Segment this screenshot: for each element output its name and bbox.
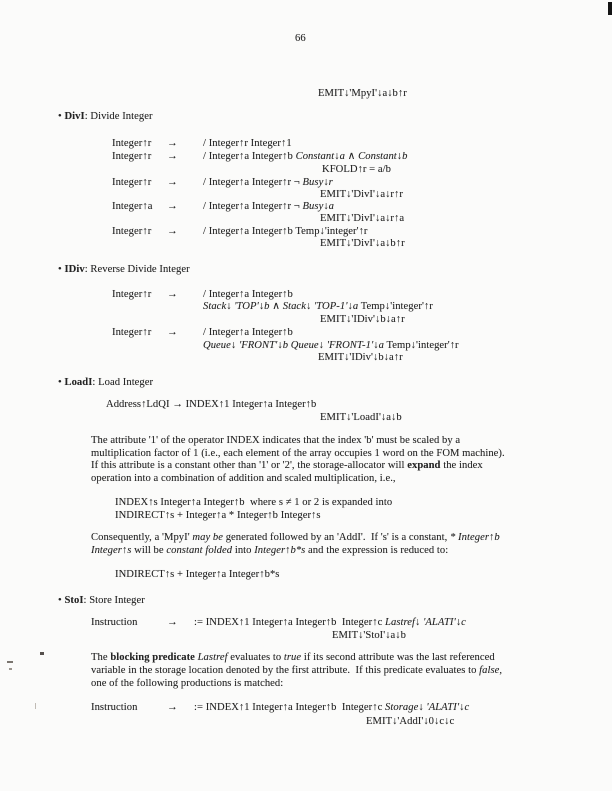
text-run: generated followed by an 'AddI'. If 's' is a constant,: [223, 532, 451, 543]
text-run: Integer↑r: [112, 138, 152, 149]
section-heading-loadi: [0, 377, 612, 390]
text-run: Lastref↓ 'ALATI'↓c: [385, 617, 466, 628]
text-run: : Reverse Divide Integer: [84, 264, 190, 275]
paragraph-line: [0, 532, 612, 545]
text-segment: [91, 702, 137, 714]
text-segment: [203, 301, 433, 313]
text-segment: [203, 340, 459, 352]
text-run: Instruction: [91, 702, 138, 713]
paragraph-line: [0, 435, 612, 448]
text-run: := INDEX↑1 Integer↑a Integer↑b Integer↑c: [194, 702, 386, 713]
text-segment: [115, 510, 321, 522]
text-run: LoadI: [64, 377, 93, 388]
text-run: : Store Integer: [83, 595, 145, 606]
text-run: Stack↓ 'TOP'↓b: [203, 301, 270, 312]
text-run: →: [167, 289, 178, 300]
page-number: [0, 33, 612, 46]
text-segment: [91, 448, 505, 460]
text-run: and the expression is reduced to:: [305, 545, 449, 556]
text-segment: [167, 177, 178, 189]
text-segment: [91, 473, 396, 485]
text-run: Consequently, a 'MpyI': [91, 532, 193, 543]
text-run: Constant↓a: [295, 151, 345, 162]
text-run: may be: [192, 532, 223, 543]
expansion-line: [0, 569, 612, 582]
text-segment: [203, 226, 368, 238]
text-run: •: [58, 111, 65, 122]
text-run: →: [167, 617, 178, 628]
text-segment: [58, 377, 153, 389]
text-run: the index: [440, 460, 483, 471]
text-run: INDIRECT↑s + Integer↑a * Integer↑b Integer↑s: [115, 510, 321, 521]
text-run: operation into a combination of addition and scaled multiplication, i.e.,: [91, 473, 396, 484]
text-segment: [91, 652, 495, 664]
expansion-line: [0, 497, 612, 510]
text-segment: [91, 435, 460, 447]
text-run: EMIT↓'IDiv'↓b↓a↑r: [318, 352, 403, 363]
text-segment: [91, 532, 500, 544]
section-heading-idiv: [0, 264, 612, 277]
text-run: Constant↓b: [358, 151, 408, 162]
text-run: EMIT↓'DivI'↓a↓b↑r: [320, 238, 405, 249]
text-run: IDiv: [64, 264, 85, 275]
text-run: : Load Integer: [92, 377, 154, 388]
text-run: The attribute '1' of the operator INDEX indicates that the index 'b' must be scaled by a: [91, 435, 461, 446]
emit-statement-divi: [0, 213, 612, 226]
production-rule: [0, 617, 612, 630]
text-run: false: [479, 665, 500, 676]
text-run: will be: [131, 545, 167, 556]
text-run: EMIT↓'StoI'↓a↓b: [332, 630, 407, 641]
text-segment: [58, 111, 153, 123]
text-run: Temp↓'integer'↑r: [384, 340, 459, 351]
text-segment: [167, 289, 178, 301]
text-segment: [322, 164, 391, 176]
text-segment: [320, 213, 404, 225]
text-run: Storage↓ 'ALATI'↓c: [385, 702, 470, 713]
text-run: KFOLD↑r = a/b: [322, 164, 392, 175]
text-segment: [91, 545, 448, 557]
text-segment: [167, 617, 178, 629]
production-rule: [0, 138, 612, 151]
text-run: Address↑LdQI → INDEX↑1 Integer↑a Integer↑b: [106, 399, 317, 410]
text-segment: [167, 151, 178, 163]
text-run: / Integer↑r Integer↑1: [203, 138, 292, 149]
text-segment: [194, 617, 466, 629]
text-run: multiplication factor of 1 (i.e., each element of the array occupies 1 word on the FOM machine).: [91, 448, 505, 459]
text-segment: [194, 702, 469, 714]
text-run: Integer↑r: [112, 177, 152, 188]
text-run: blocking predicate: [110, 652, 195, 663]
text-run: EMIT↓'LoadI'↓a↓b: [320, 412, 402, 423]
text-run: The: [91, 652, 111, 663]
text-segment: [203, 151, 408, 163]
text-run: →: [167, 327, 178, 338]
text-segment: [58, 595, 145, 607]
paragraph-line: [0, 652, 612, 665]
text-segment: [167, 138, 178, 150]
text-segment: [318, 88, 407, 100]
text-run: expand: [407, 460, 441, 471]
text-run: Temp↓'integer'↑r: [358, 301, 433, 312]
text-segment: [167, 226, 178, 238]
section-heading-divi: [0, 111, 612, 124]
production-rule: [0, 327, 612, 340]
text-segment: [167, 201, 178, 213]
text-segment: [167, 702, 178, 714]
emit-statement-mpyi: [0, 88, 612, 101]
text-segment: [91, 665, 502, 677]
text-run: →: [167, 201, 178, 212]
paragraph-line: [0, 545, 612, 558]
text-run: ∧: [269, 301, 283, 312]
text-run: / Integer↑a Integer↑b: [203, 289, 293, 300]
text-run: ,: [499, 665, 503, 676]
text-segment: [112, 138, 151, 150]
text-run: Integer↑r: [112, 289, 152, 300]
text-segment: [112, 226, 151, 238]
text-run: Integer↑r: [112, 151, 152, 162]
emit-statement-idiv: [0, 352, 612, 365]
paragraph-line: [0, 665, 612, 678]
text-segment: [91, 460, 483, 472]
emit-statement-addi: [0, 716, 612, 729]
text-segment: [320, 189, 403, 201]
text-run: := INDEX↑1 Integer↑a Integer↑b Integer↑c: [194, 617, 386, 628]
text-run: Queue↓ 'FRONT-1'↓a: [290, 340, 384, 351]
text-segment: [203, 138, 292, 150]
scan-artifact-corner-mark: [608, 2, 612, 15]
text-run: / Integer↑a Integer↑b: [203, 151, 296, 162]
text-run: INDEX↑s Integer↑a Integer↑b where s ≠ 1 or 2 is expanded into: [115, 497, 393, 508]
text-run: / Integer↑a Integer↑r ¬: [203, 177, 303, 188]
production-action-kfold: [0, 164, 612, 177]
text-run: if its second attribute was the last referenced: [301, 652, 495, 663]
text-segment: [112, 327, 151, 339]
text-run: →: [167, 702, 178, 713]
text-run: EMIT↓'DivI'↓a↓r↑r: [320, 189, 403, 200]
text-run: Busy↓r: [302, 177, 333, 188]
section-heading-stoi: [0, 595, 612, 608]
text-run: Stack↓ 'TOP-1'↓a: [282, 301, 359, 312]
text-segment: [366, 716, 454, 728]
text-run: Lastref: [197, 652, 228, 663]
text-segment: [320, 314, 405, 326]
text-run: : Divide Integer: [84, 111, 153, 122]
emit-statement-idiv: [0, 314, 612, 327]
text-run: ∧: [344, 151, 359, 162]
text-run: Integer↑b*s: [254, 545, 306, 556]
text-run: variable in the storage location denoted by the first attribute. If this predicate evaluates to: [91, 665, 480, 676]
text-run: If this attribute is a constant other than '1' or '2', the storage-allocator will: [91, 460, 408, 471]
text-run: / Integer↑a Integer↑b: [203, 327, 293, 338]
text-run: / Integer↑a Integer↑r ¬: [203, 201, 303, 212]
text-run: evaluates to: [227, 652, 284, 663]
text-run: →: [167, 138, 178, 149]
text-run: constant folded: [166, 545, 233, 556]
text-segment: [112, 177, 151, 189]
text-segment: [318, 352, 403, 364]
paragraph-line: [0, 678, 612, 691]
text-run: Busy↓a: [302, 201, 335, 212]
text-segment: [106, 399, 316, 411]
text-run: StoI: [64, 595, 84, 606]
text-segment: [167, 327, 178, 339]
production-condition: [0, 301, 612, 314]
text-run: Queue↓ 'FRONT'↓b: [203, 340, 289, 351]
text-run: →: [167, 151, 178, 162]
text-run: •: [58, 264, 65, 275]
production-rule: [0, 702, 612, 715]
text-segment: [203, 177, 333, 189]
text-segment: [112, 289, 151, 301]
text-run: •: [58, 377, 65, 388]
text-run: INDIRECT↑s + Integer↑a Integer↑b*s: [115, 569, 280, 580]
emit-statement-loadi: [0, 412, 612, 425]
text-run: into: [232, 545, 255, 556]
emit-statement-stoi: [0, 630, 612, 643]
text-run: Integer↑r: [112, 226, 152, 237]
paragraph-line: [0, 460, 612, 473]
text-run: EMIT↓'AddI'↓0↓c↓c: [366, 716, 455, 727]
text-run: Instruction: [91, 617, 138, 628]
text-segment: [112, 151, 151, 163]
text-segment: [332, 630, 406, 642]
text-segment: [203, 327, 293, 339]
text-segment: [91, 678, 283, 690]
text-run: / Integer↑a Integer↑b Temp↓'integer'↑r: [203, 226, 368, 237]
text-run: Integer↑r: [112, 327, 152, 338]
text-run: one of the following productions is matched:: [91, 678, 284, 689]
text-run: EMIT↓'IDiv'↓b↓a↑r: [320, 314, 405, 325]
text-run: EMIT↓'MpyI'↓a↓b↑r: [318, 88, 407, 99]
text-run: 66: [295, 33, 306, 44]
text-run: •: [58, 595, 65, 606]
paragraph-line: [0, 473, 612, 486]
text-segment: [320, 238, 405, 250]
text-segment: [320, 412, 402, 424]
production-rule: [0, 399, 612, 412]
text-run: DivI: [64, 111, 85, 122]
text-segment: [295, 33, 306, 45]
emit-statement-divi: [0, 238, 612, 251]
text-segment: [115, 497, 392, 509]
text-segment: [203, 289, 293, 301]
text-run: Integer↑a: [112, 201, 153, 212]
text-run: Integer↑s: [91, 545, 132, 556]
text-run: EMIT↓'DivI'↓a↓r↑a: [320, 213, 405, 224]
text-segment: [91, 617, 137, 629]
text-run: →: [167, 177, 178, 188]
text-segment: [115, 569, 279, 581]
text-segment: [203, 201, 334, 213]
expansion-line: [0, 510, 612, 523]
text-segment: [112, 201, 152, 213]
text-run: →: [167, 226, 178, 237]
production-rule: [0, 151, 612, 164]
text-segment: [58, 264, 190, 276]
text-run: true: [283, 652, 302, 663]
text-run: * Integer↑b: [450, 532, 500, 543]
